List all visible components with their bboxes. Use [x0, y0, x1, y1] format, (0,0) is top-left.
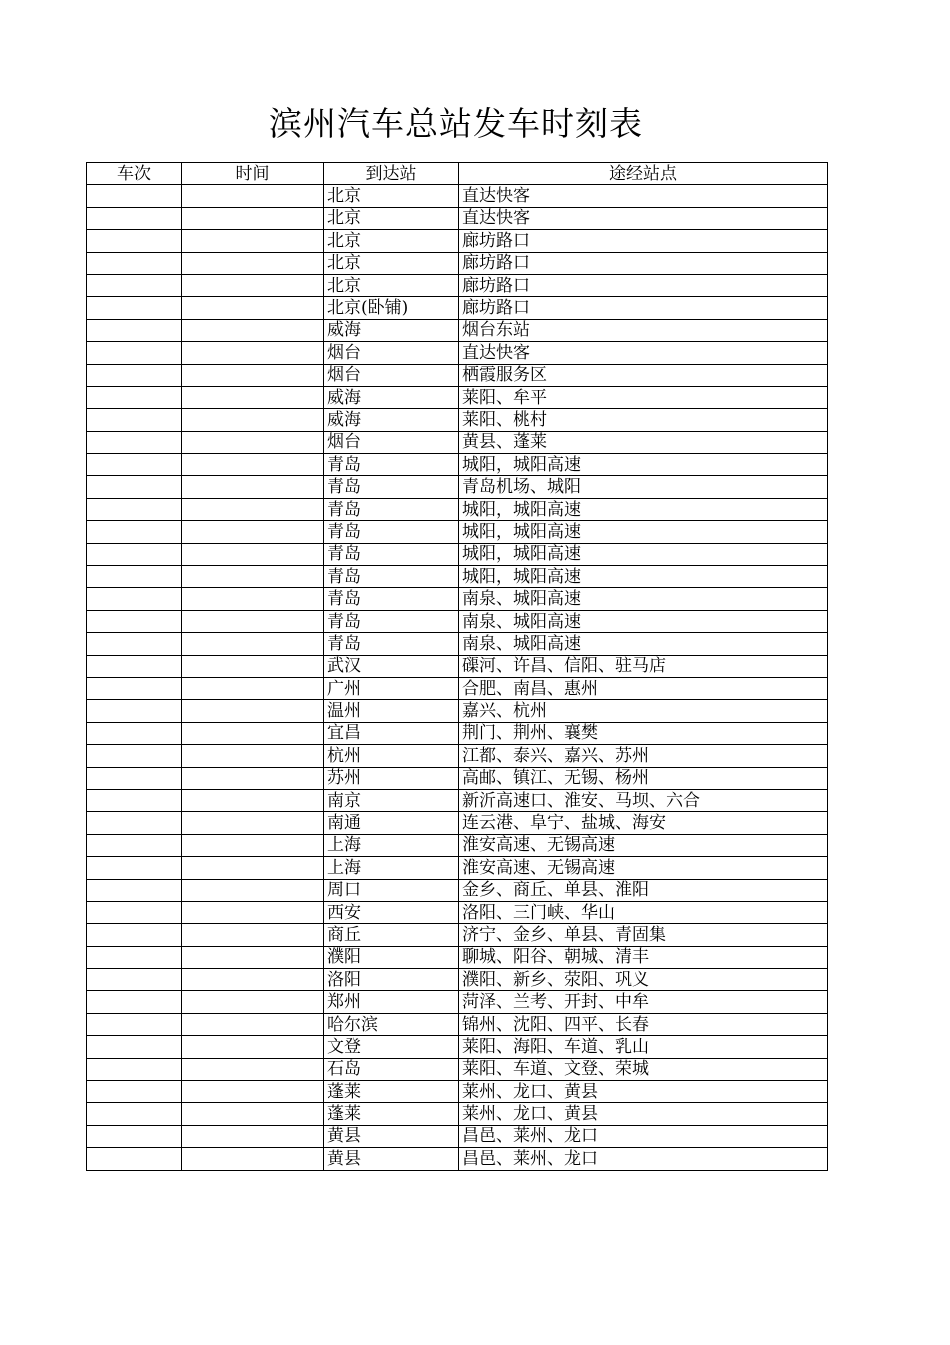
- trip-cell: [87, 745, 182, 767]
- trip-cell: [87, 342, 182, 364]
- column-header-via: 途经站点: [459, 163, 828, 185]
- trip-cell: [87, 610, 182, 632]
- table-row: [87, 901, 828, 923]
- trip-cell: [87, 566, 182, 588]
- trip-cell: [87, 1058, 182, 1080]
- table-row: [87, 879, 828, 901]
- destination-cell: 商丘: [324, 924, 459, 946]
- via-cell: 淮安高速、无锡高速: [459, 834, 828, 856]
- destination-cell: 黄县: [324, 1148, 459, 1170]
- table-row: [87, 207, 828, 229]
- time-cell: [182, 1036, 324, 1058]
- trip-cell: [87, 185, 182, 207]
- table-row: [87, 700, 828, 722]
- table-row: [87, 185, 828, 207]
- via-cell: 济宁、金乡、单县、青固集: [459, 924, 828, 946]
- time-cell: [182, 297, 324, 319]
- time-cell: [182, 610, 324, 632]
- time-cell: [182, 1148, 324, 1170]
- table-row: [87, 1125, 828, 1147]
- trip-cell: [87, 1036, 182, 1058]
- trip-cell: [87, 498, 182, 520]
- time-cell: [182, 431, 324, 453]
- time-cell: [182, 991, 324, 1013]
- table-row: [87, 722, 828, 744]
- schedule-body: [87, 185, 828, 1170]
- via-cell: 青岛机场、城阳: [459, 476, 828, 498]
- via-cell: 江都、泰兴、嘉兴、苏州: [459, 745, 828, 767]
- destination-cell: 黄县: [324, 1125, 459, 1147]
- table-row: [87, 1148, 828, 1170]
- destination-cell: 南京: [324, 789, 459, 811]
- destination-cell: 石岛: [324, 1058, 459, 1080]
- trip-cell: [87, 1148, 182, 1170]
- trip-cell: [87, 409, 182, 431]
- table-row: [87, 1058, 828, 1080]
- time-cell: [182, 185, 324, 207]
- time-cell: [182, 521, 324, 543]
- time-cell: [182, 498, 324, 520]
- trip-cell: [87, 1125, 182, 1147]
- column-header-destination: 到达站: [324, 163, 459, 185]
- time-cell: [182, 588, 324, 610]
- table-row: [87, 991, 828, 1013]
- destination-cell: 北京: [324, 185, 459, 207]
- destination-cell: 郑州: [324, 991, 459, 1013]
- trip-cell: [87, 252, 182, 274]
- destination-cell: 文登: [324, 1036, 459, 1058]
- via-cell: 廊坊路口: [459, 252, 828, 274]
- table-row: [87, 297, 828, 319]
- destination-cell: 上海: [324, 834, 459, 856]
- time-cell: [182, 364, 324, 386]
- trip-cell: [87, 812, 182, 834]
- trip-cell: [87, 655, 182, 677]
- via-cell: 磲河、许昌、信阳、驻马店: [459, 655, 828, 677]
- table-row: [87, 745, 828, 767]
- via-cell: 南泉、城阳高速: [459, 610, 828, 632]
- via-cell: 莱州、龙口、黄县: [459, 1081, 828, 1103]
- destination-cell: 青岛: [324, 566, 459, 588]
- destination-cell: 威海: [324, 409, 459, 431]
- via-cell: 聊城、阳谷、朝城、清丰: [459, 946, 828, 968]
- table-row: [87, 1036, 828, 1058]
- destination-cell: 青岛: [324, 476, 459, 498]
- trip-cell: [87, 924, 182, 946]
- via-cell: 烟台东站: [459, 319, 828, 341]
- destination-cell: 杭州: [324, 745, 459, 767]
- destination-cell: 威海: [324, 319, 459, 341]
- destination-cell: 青岛: [324, 454, 459, 476]
- table-row: [87, 454, 828, 476]
- via-cell: 金乡、商丘、单县、淮阳: [459, 879, 828, 901]
- time-cell: [182, 745, 324, 767]
- destination-cell: 广州: [324, 677, 459, 699]
- time-cell: [182, 924, 324, 946]
- trip-cell: [87, 879, 182, 901]
- table-row: [87, 476, 828, 498]
- table-row: [87, 767, 828, 789]
- time-cell: [182, 409, 324, 431]
- table-row: [87, 431, 828, 453]
- via-cell: 莱州、龙口、黄县: [459, 1103, 828, 1125]
- time-cell: [182, 386, 324, 408]
- time-cell: [182, 476, 324, 498]
- table-row: [87, 834, 828, 856]
- via-cell: 莱阳、牟平: [459, 386, 828, 408]
- schedule-table: [86, 162, 828, 1171]
- destination-cell: 北京: [324, 207, 459, 229]
- time-cell: [182, 946, 324, 968]
- time-cell: [182, 319, 324, 341]
- column-header-time: 时间: [182, 163, 324, 185]
- via-cell: 莱阳、海阳、车道、乳山: [459, 1036, 828, 1058]
- destination-cell: 蓬莱: [324, 1081, 459, 1103]
- destination-cell: 青岛: [324, 610, 459, 632]
- table-row: [87, 274, 828, 296]
- destination-cell: 温州: [324, 700, 459, 722]
- trip-cell: [87, 901, 182, 923]
- via-cell: 连云港、阜宁、盐城、海安: [459, 812, 828, 834]
- time-cell: [182, 677, 324, 699]
- destination-cell: 上海: [324, 857, 459, 879]
- via-cell: 城阳，城阳高速: [459, 566, 828, 588]
- destination-cell: 北京: [324, 274, 459, 296]
- trip-cell: [87, 297, 182, 319]
- table-row: [87, 789, 828, 811]
- trip-cell: [87, 969, 182, 991]
- table-row: [87, 969, 828, 991]
- time-cell: [182, 700, 324, 722]
- via-cell: 栖霞服务区: [459, 364, 828, 386]
- via-cell: 城阳，城阳高速: [459, 543, 828, 565]
- table-row: [87, 364, 828, 386]
- trip-cell: [87, 230, 182, 252]
- via-cell: 濮阳、新乡、荥阳、巩义: [459, 969, 828, 991]
- destination-cell: 哈尔滨: [324, 1013, 459, 1035]
- table-row: [87, 655, 828, 677]
- via-cell: 直达快客: [459, 185, 828, 207]
- via-cell: 合肥、南昌、惠州: [459, 677, 828, 699]
- via-cell: 嘉兴、杭州: [459, 700, 828, 722]
- via-cell: 城阳，城阳高速: [459, 521, 828, 543]
- time-cell: [182, 1125, 324, 1147]
- time-cell: [182, 454, 324, 476]
- destination-cell: 濮阳: [324, 946, 459, 968]
- trip-cell: [87, 1013, 182, 1035]
- trip-cell: [87, 588, 182, 610]
- via-cell: 城阳，城阳高速: [459, 454, 828, 476]
- trip-cell: [87, 991, 182, 1013]
- table-row: [87, 677, 828, 699]
- time-cell: [182, 1103, 324, 1125]
- trip-cell: [87, 700, 182, 722]
- time-cell: [182, 1081, 324, 1103]
- destination-cell: 洛阳: [324, 969, 459, 991]
- trip-cell: [87, 722, 182, 744]
- destination-cell: 西安: [324, 901, 459, 923]
- trip-cell: [87, 946, 182, 968]
- destination-cell: 威海: [324, 386, 459, 408]
- via-cell: 廊坊路口: [459, 274, 828, 296]
- destination-cell: 青岛: [324, 633, 459, 655]
- via-cell: 廊坊路口: [459, 230, 828, 252]
- time-cell: [182, 969, 324, 991]
- trip-cell: [87, 1103, 182, 1125]
- via-cell: 昌邑、莱州、龙口: [459, 1148, 828, 1170]
- destination-cell: 武汉: [324, 655, 459, 677]
- table-row: [87, 588, 828, 610]
- time-cell: [182, 812, 324, 834]
- destination-cell: 烟台: [324, 342, 459, 364]
- trip-cell: [87, 431, 182, 453]
- time-cell: [182, 722, 324, 744]
- destination-cell: 宜昌: [324, 722, 459, 744]
- table-row: [87, 566, 828, 588]
- trip-cell: [87, 207, 182, 229]
- destination-cell: 蓬莱: [324, 1103, 459, 1125]
- via-cell: 直达快客: [459, 342, 828, 364]
- destination-cell: 南通: [324, 812, 459, 834]
- via-cell: 高邮、镇江、无锡、杨州: [459, 767, 828, 789]
- table-row: [87, 946, 828, 968]
- table-row: [87, 498, 828, 520]
- trip-cell: [87, 386, 182, 408]
- trip-cell: [87, 274, 182, 296]
- time-cell: [182, 252, 324, 274]
- column-header-trip: 车次: [87, 163, 182, 185]
- table-header-row: [87, 163, 828, 185]
- trip-cell: [87, 633, 182, 655]
- trip-cell: [87, 1081, 182, 1103]
- table-row: [87, 342, 828, 364]
- time-cell: [182, 789, 324, 811]
- table-row: [87, 610, 828, 632]
- table-row: [87, 409, 828, 431]
- via-cell: 莱阳、车道、文登、荣城: [459, 1058, 828, 1080]
- trip-cell: [87, 857, 182, 879]
- table-row: [87, 230, 828, 252]
- via-cell: 新沂高速口、淮安、马坝、六合: [459, 789, 828, 811]
- destination-cell: 周口: [324, 879, 459, 901]
- trip-cell: [87, 789, 182, 811]
- trip-cell: [87, 521, 182, 543]
- time-cell: [182, 1058, 324, 1080]
- via-cell: 城阳，城阳高速: [459, 498, 828, 520]
- via-cell: 昌邑、莱州、龙口: [459, 1125, 828, 1147]
- trip-cell: [87, 677, 182, 699]
- destination-cell: 北京: [324, 252, 459, 274]
- time-cell: [182, 767, 324, 789]
- time-cell: [182, 655, 324, 677]
- trip-cell: [87, 834, 182, 856]
- time-cell: [182, 543, 324, 565]
- destination-cell: 烟台: [324, 364, 459, 386]
- table-row: [87, 543, 828, 565]
- trip-cell: [87, 767, 182, 789]
- time-cell: [182, 1013, 324, 1035]
- time-cell: [182, 834, 324, 856]
- trip-cell: [87, 319, 182, 341]
- table-row: [87, 386, 828, 408]
- via-cell: 洛阳、三门峡、华山: [459, 901, 828, 923]
- page-title: 滨州汽车总站发车时刻表: [269, 104, 643, 143]
- time-cell: [182, 857, 324, 879]
- destination-cell: 北京(卧铺): [324, 297, 459, 319]
- via-cell: 南泉、城阳高速: [459, 588, 828, 610]
- destination-cell: 苏州: [324, 767, 459, 789]
- via-cell: 荆门、荆州、襄樊: [459, 722, 828, 744]
- via-cell: 直达快客: [459, 207, 828, 229]
- trip-cell: [87, 364, 182, 386]
- destination-cell: 北京: [324, 230, 459, 252]
- trip-cell: [87, 454, 182, 476]
- table-row: [87, 924, 828, 946]
- table-row: [87, 252, 828, 274]
- time-cell: [182, 633, 324, 655]
- trip-cell: [87, 476, 182, 498]
- trip-cell: [87, 543, 182, 565]
- table-row: [87, 633, 828, 655]
- time-cell: [182, 879, 324, 901]
- destination-cell: 烟台: [324, 431, 459, 453]
- table-row: [87, 1013, 828, 1035]
- via-cell: 淮安高速、无锡高速: [459, 857, 828, 879]
- destination-cell: 青岛: [324, 498, 459, 520]
- time-cell: [182, 901, 324, 923]
- destination-cell: 青岛: [324, 588, 459, 610]
- via-cell: 南泉、城阳高速: [459, 633, 828, 655]
- via-cell: 锦州、沈阳、四平、长春: [459, 1013, 828, 1035]
- table-row: [87, 857, 828, 879]
- via-cell: 黄县、蓬莱: [459, 431, 828, 453]
- time-cell: [182, 207, 324, 229]
- destination-cell: 青岛: [324, 521, 459, 543]
- table-row: [87, 1081, 828, 1103]
- table-row: [87, 1103, 828, 1125]
- destination-cell: 青岛: [324, 543, 459, 565]
- table-row: [87, 319, 828, 341]
- via-cell: 菏泽、兰考、开封、中牟: [459, 991, 828, 1013]
- time-cell: [182, 342, 324, 364]
- table-row: [87, 812, 828, 834]
- time-cell: [182, 230, 324, 252]
- time-cell: [182, 566, 324, 588]
- via-cell: 莱阳、桃村: [459, 409, 828, 431]
- table-row: [87, 521, 828, 543]
- time-cell: [182, 274, 324, 296]
- via-cell: 廊坊路口: [459, 297, 828, 319]
